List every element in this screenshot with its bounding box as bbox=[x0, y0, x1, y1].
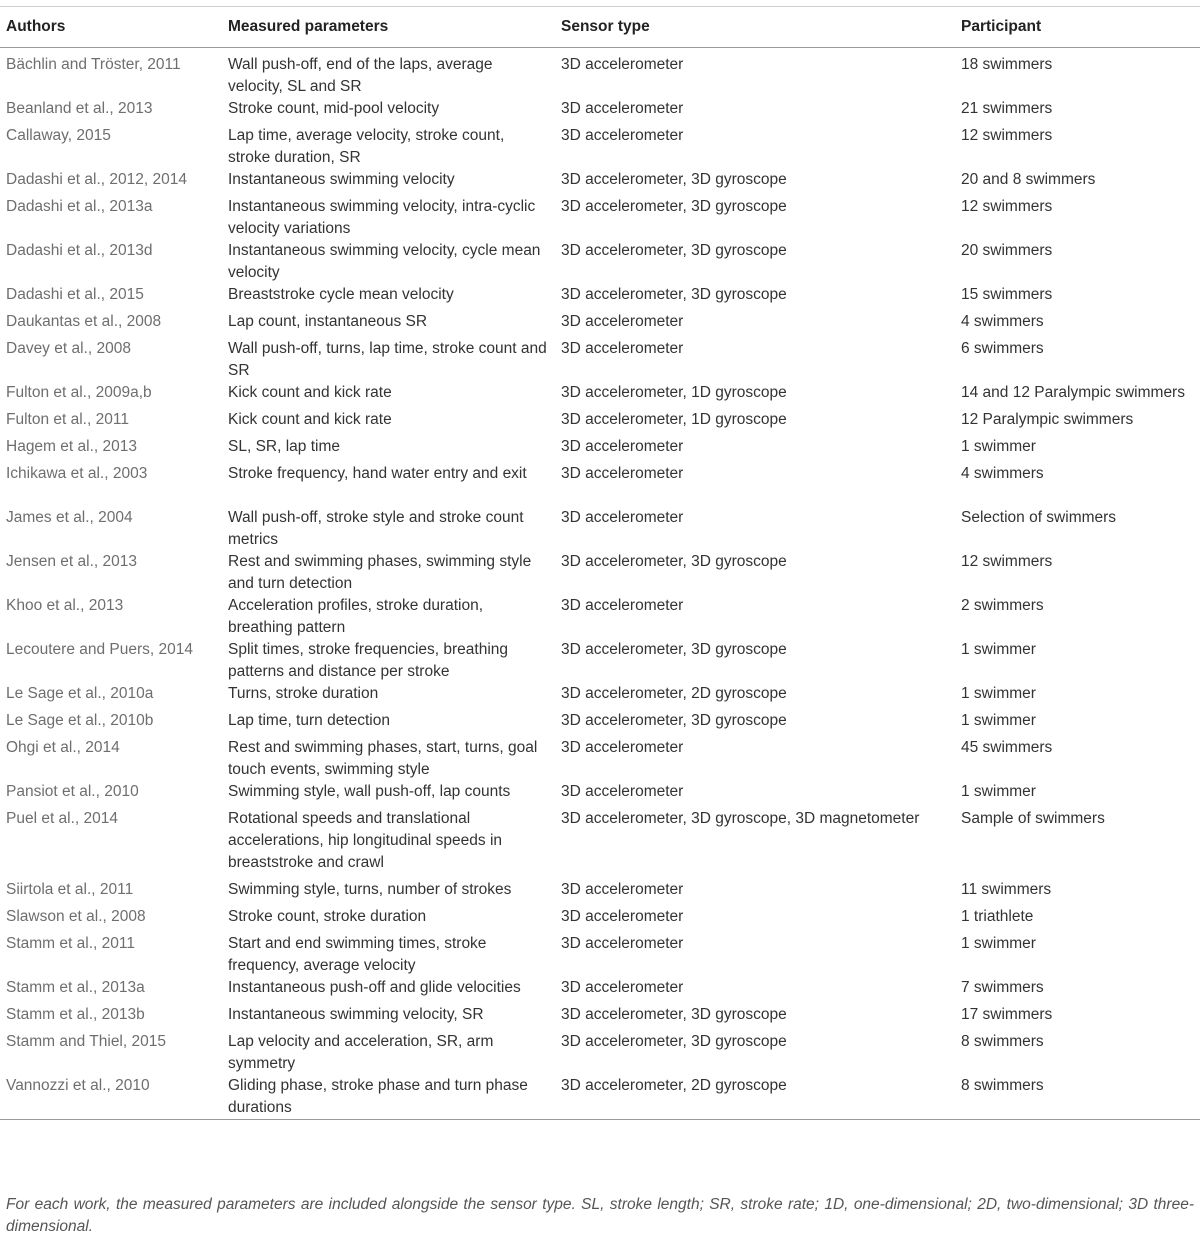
table-row bbox=[0, 240, 1200, 284]
cell-measured-parameters: Stroke frequency, hand water entry and exit bbox=[228, 465, 527, 482]
cell-participant: Sample of swimmers bbox=[961, 810, 1105, 827]
cell-author: Dadashi et al., 2015 bbox=[6, 286, 144, 303]
header-authors: Authors bbox=[6, 18, 66, 35]
cell-sensor-type: 3D accelerometer bbox=[561, 100, 684, 117]
cell-sensor-type: 3D accelerometer bbox=[561, 979, 684, 996]
cell-participant: Selection of swimmers bbox=[961, 509, 1117, 526]
table-row bbox=[0, 311, 1200, 338]
table-row bbox=[0, 906, 1200, 933]
cell-measured-parameters: Instantaneous swimming velocity, cycle mean velocity bbox=[228, 242, 541, 281]
cell-measured-parameters: Rest and swimming phases, swimming style and turn detection bbox=[228, 553, 532, 592]
cell-author: Fulton et al., 2011 bbox=[6, 411, 129, 428]
cell-author: Callaway, 2015 bbox=[6, 127, 111, 144]
table-row bbox=[0, 933, 1200, 977]
cell-author: James et al., 2004 bbox=[6, 509, 133, 526]
table-row bbox=[0, 169, 1200, 196]
cell-participant: 45 swimmers bbox=[961, 739, 1053, 756]
cell-measured-parameters: Kick count and kick rate bbox=[228, 411, 392, 428]
cell-sensor-type: 3D accelerometer, 3D gyroscope bbox=[561, 641, 787, 658]
cell-author: Vannozzi et al., 2010 bbox=[6, 1077, 150, 1094]
cell-author: Daukantas et al., 2008 bbox=[6, 313, 162, 330]
table-row bbox=[0, 382, 1200, 409]
cell-author: Pansiot et al., 2010 bbox=[6, 783, 139, 800]
table-row bbox=[0, 436, 1200, 463]
table-footnote: For each work, the measured parameters are included alongside the sensor type. SL, stroke length; SR, stroke rate; 1D, one-dimensional; 2D, two-dimensional; 3D three-dimensional. bbox=[6, 1196, 1194, 1235]
cell-sensor-type: 3D accelerometer bbox=[561, 935, 684, 952]
cell-participant: 12 swimmers bbox=[961, 198, 1053, 215]
cell-measured-parameters: Stroke count, stroke duration bbox=[228, 908, 427, 925]
cell-participant: 11 swimmers bbox=[961, 881, 1052, 898]
cell-sensor-type: 3D accelerometer, 3D gyroscope bbox=[561, 1033, 787, 1050]
cell-participant: 4 swimmers bbox=[961, 465, 1044, 482]
cell-sensor-type: 3D accelerometer bbox=[561, 739, 684, 756]
table-header-row bbox=[0, 7, 1200, 48]
cell-measured-parameters: Lap count, instantaneous SR bbox=[228, 313, 428, 330]
table-row bbox=[0, 463, 1200, 507]
table-row bbox=[0, 1004, 1200, 1031]
cell-sensor-type: 3D accelerometer, 3D gyroscope bbox=[561, 242, 787, 259]
cell-sensor-type: 3D accelerometer, 3D gyroscope bbox=[561, 198, 787, 215]
cell-author: Hagem et al., 2013 bbox=[6, 438, 137, 455]
cell-author: Le Sage et al., 2010a bbox=[6, 685, 154, 702]
cell-participant: 2 swimmers bbox=[961, 597, 1044, 614]
table-row bbox=[0, 284, 1200, 311]
cell-author: Beanland et al., 2013 bbox=[6, 100, 153, 117]
table-row bbox=[0, 683, 1200, 710]
table-row bbox=[0, 338, 1200, 382]
header-measured-parameters: Measured parameters bbox=[228, 18, 389, 35]
cell-measured-parameters: Rest and swimming phases, start, turns, goal touch events, swimming style bbox=[228, 739, 538, 778]
cell-measured-parameters: Turns, stroke duration bbox=[228, 685, 379, 702]
cell-author: Davey et al., 2008 bbox=[6, 340, 131, 357]
cell-participant: 1 swimmer bbox=[961, 685, 1036, 702]
cell-sensor-type: 3D accelerometer, 2D gyroscope bbox=[561, 685, 787, 702]
cell-sensor-type: 3D accelerometer bbox=[561, 908, 684, 925]
cell-sensor-type: 3D accelerometer bbox=[561, 597, 684, 614]
cell-author: Lecoutere and Puers, 2014 bbox=[6, 641, 193, 658]
cell-participant: 7 swimmers bbox=[961, 979, 1044, 996]
cell-author: Jensen et al., 2013 bbox=[6, 553, 137, 570]
cell-measured-parameters: Instantaneous swimming velocity bbox=[228, 171, 455, 188]
table-row bbox=[0, 196, 1200, 240]
cell-measured-parameters: Acceleration profiles, stroke duration, breathing pattern bbox=[228, 597, 484, 636]
cell-measured-parameters: Start and end swimming times, stroke frequency, average velocity bbox=[228, 935, 487, 974]
cell-sensor-type: 3D accelerometer bbox=[561, 509, 684, 526]
table-row bbox=[0, 639, 1200, 683]
cell-sensor-type: 3D accelerometer, 1D gyroscope bbox=[561, 384, 787, 401]
cell-measured-parameters: Breaststroke cycle mean velocity bbox=[228, 286, 454, 303]
cell-author: Dadashi et al., 2012, 2014 bbox=[6, 171, 187, 188]
cell-author: Stamm et al., 2013b bbox=[6, 1006, 145, 1023]
cell-participant: 15 swimmers bbox=[961, 286, 1053, 303]
cell-author: Fulton et al., 2009a,b bbox=[6, 384, 152, 401]
header-participant: Participant bbox=[961, 18, 1042, 35]
table-row bbox=[0, 808, 1200, 879]
table-row bbox=[0, 551, 1200, 595]
cell-sensor-type: 3D accelerometer, 3D gyroscope, 3D magnetometer bbox=[561, 810, 920, 827]
table-row bbox=[0, 737, 1200, 781]
cell-participant: 12 swimmers bbox=[961, 127, 1053, 144]
cell-measured-parameters: Wall push-off, stroke style and stroke count metrics bbox=[228, 509, 524, 548]
cell-sensor-type: 3D accelerometer bbox=[561, 127, 684, 144]
cell-measured-parameters: Instantaneous push-off and glide velocities bbox=[228, 979, 521, 996]
cell-measured-parameters: Split times, stroke frequencies, breathing patterns and distance per stroke bbox=[228, 641, 508, 680]
cell-author: Stamm et al., 2011 bbox=[6, 935, 135, 952]
table-row bbox=[0, 48, 1200, 99]
cell-author: Siirtola et al., 2011 bbox=[6, 881, 134, 898]
cell-participant: 14 and 12 Paralympic swimmers bbox=[961, 384, 1185, 401]
table-row bbox=[0, 98, 1200, 125]
cell-measured-parameters: Rotational speeds and translational accelerations, hip longitudinal speeds in breaststroke and crawl bbox=[228, 810, 503, 871]
cell-sensor-type: 3D accelerometer, 2D gyroscope bbox=[561, 1077, 787, 1094]
cell-participant: 1 swimmer bbox=[961, 935, 1036, 952]
cell-participant: 21 swimmers bbox=[961, 100, 1053, 117]
table-row bbox=[0, 125, 1200, 169]
cell-sensor-type: 3D accelerometer, 3D gyroscope bbox=[561, 171, 787, 188]
table-row bbox=[0, 977, 1200, 1004]
cell-sensor-type: 3D accelerometer, 3D gyroscope bbox=[561, 1006, 787, 1023]
cell-participant: 12 swimmers bbox=[961, 553, 1053, 570]
table-row bbox=[0, 879, 1200, 906]
cell-measured-parameters: Lap velocity and acceleration, SR, arm symmetry bbox=[228, 1033, 494, 1072]
table-row bbox=[0, 1075, 1200, 1120]
cell-measured-parameters: Lap time, average velocity, stroke count, stroke duration, SR bbox=[228, 127, 505, 166]
cell-author: Khoo et al., 2013 bbox=[6, 597, 124, 614]
cell-measured-parameters: Swimming style, wall push-off, lap counts bbox=[228, 783, 511, 800]
cell-author: Puel et al., 2014 bbox=[6, 810, 119, 827]
cell-participant: 4 swimmers bbox=[961, 313, 1044, 330]
cell-measured-parameters: Lap time, turn detection bbox=[228, 712, 390, 729]
cell-sensor-type: 3D accelerometer bbox=[561, 340, 684, 357]
cell-author: Ohgi et al., 2014 bbox=[6, 739, 120, 756]
studies-table bbox=[0, 6, 1200, 1120]
table-row bbox=[0, 781, 1200, 808]
cell-author: Dadashi et al., 2013a bbox=[6, 198, 153, 215]
cell-measured-parameters: Swimming style, turns, number of strokes bbox=[228, 881, 512, 898]
cell-participant: 18 swimmers bbox=[961, 56, 1053, 73]
cell-sensor-type: 3D accelerometer bbox=[561, 783, 684, 800]
cell-measured-parameters: Wall push-off, turns, lap time, stroke count and SR bbox=[228, 340, 547, 379]
cell-sensor-type: 3D accelerometer bbox=[561, 438, 684, 455]
table-row bbox=[0, 710, 1200, 737]
table-row bbox=[0, 409, 1200, 436]
cell-author: Stamm et al., 2013a bbox=[6, 979, 145, 996]
cell-author: Ichikawa et al., 2003 bbox=[6, 465, 148, 482]
cell-measured-parameters: Instantaneous swimming velocity, intra-cyclic velocity variations bbox=[228, 198, 536, 237]
cell-participant: 1 swimmer bbox=[961, 783, 1036, 800]
cell-measured-parameters: Instantaneous swimming velocity, SR bbox=[228, 1006, 484, 1023]
cell-participant: 20 and 8 swimmers bbox=[961, 171, 1096, 188]
table-row bbox=[0, 507, 1200, 551]
cell-sensor-type: 3D accelerometer bbox=[561, 56, 684, 73]
cell-participant: 20 swimmers bbox=[961, 242, 1053, 259]
cell-sensor-type: 3D accelerometer bbox=[561, 313, 684, 330]
cell-participant: 1 swimmer bbox=[961, 438, 1036, 455]
cell-participant: 1 swimmer bbox=[961, 641, 1036, 658]
cell-sensor-type: 3D accelerometer, 3D gyroscope bbox=[561, 712, 787, 729]
cell-measured-parameters: Kick count and kick rate bbox=[228, 384, 392, 401]
cell-author: Bächlin and Tröster, 2011 bbox=[6, 56, 181, 73]
cell-participant: 17 swimmers bbox=[961, 1006, 1053, 1023]
cell-measured-parameters: Gliding phase, stroke phase and turn phase durations bbox=[228, 1077, 528, 1116]
cell-author: Le Sage et al., 2010b bbox=[6, 712, 154, 729]
cell-sensor-type: 3D accelerometer bbox=[561, 465, 684, 482]
cell-measured-parameters: Wall push-off, end of the laps, average velocity, SL and SR bbox=[228, 56, 493, 95]
cell-author: Slawson et al., 2008 bbox=[6, 908, 146, 925]
header-sensor-type: Sensor type bbox=[561, 18, 650, 35]
cell-participant: 1 triathlete bbox=[961, 908, 1034, 925]
cell-participant: 1 swimmer bbox=[961, 712, 1036, 729]
cell-author: Stamm and Thiel, 2015 bbox=[6, 1033, 166, 1050]
cell-measured-parameters: Stroke count, mid-pool velocity bbox=[228, 100, 440, 117]
table-body bbox=[0, 48, 1200, 1120]
cell-participant: 12 Paralympic swimmers bbox=[961, 411, 1134, 428]
cell-sensor-type: 3D accelerometer bbox=[561, 881, 684, 898]
cell-participant: 6 swimmers bbox=[961, 340, 1044, 357]
cell-measured-parameters: SL, SR, lap time bbox=[228, 438, 340, 455]
cell-sensor-type: 3D accelerometer, 3D gyroscope bbox=[561, 553, 787, 570]
table-row bbox=[0, 595, 1200, 639]
cell-author: Dadashi et al., 2013d bbox=[6, 242, 153, 259]
cell-participant: 8 swimmers bbox=[961, 1033, 1044, 1050]
table-row bbox=[0, 1031, 1200, 1075]
cell-sensor-type: 3D accelerometer, 1D gyroscope bbox=[561, 411, 787, 428]
cell-sensor-type: 3D accelerometer, 3D gyroscope bbox=[561, 286, 787, 303]
cell-participant: 8 swimmers bbox=[961, 1077, 1044, 1094]
